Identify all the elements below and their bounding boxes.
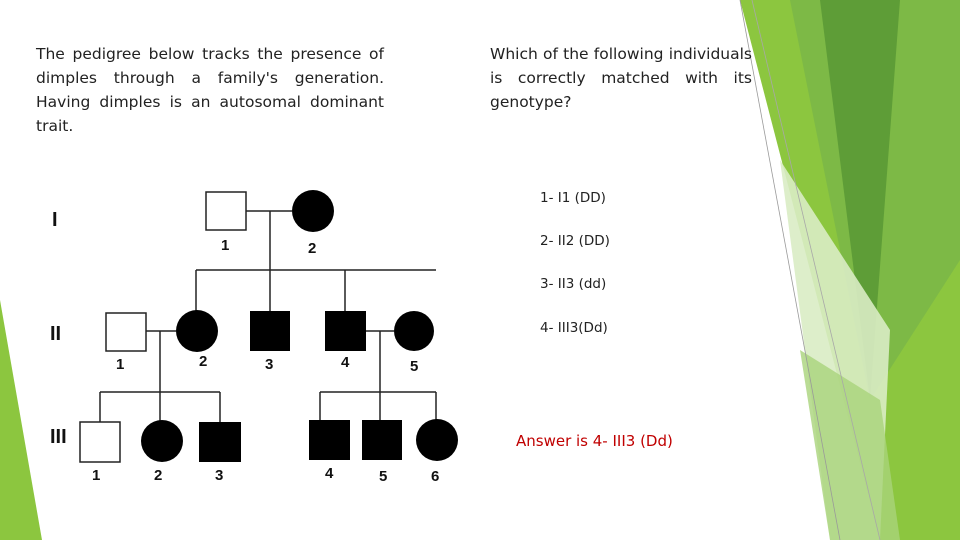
label-III3: 3 (215, 467, 224, 484)
individual-II4-affected-male (325, 311, 366, 351)
generation-label-I: I (52, 209, 58, 231)
label-II2: 2 (199, 353, 208, 370)
individual-I2-affected-female (292, 190, 334, 232)
label-II1: 1 (116, 356, 125, 373)
label-III4: 4 (325, 465, 334, 482)
label-III5: 5 (379, 468, 388, 485)
individual-II3-affected-male (250, 311, 290, 351)
individual-I1-unaffected-male (206, 192, 246, 230)
individual-III2-affected-female (141, 420, 183, 462)
individual-III6-affected-female (416, 419, 458, 461)
individual-III3-affected-male (199, 422, 241, 462)
choice-2[interactable]: 2- II2 (DD) (540, 233, 610, 249)
individual-III1-unaffected-male (80, 422, 120, 462)
choice-4[interactable]: 4- III3(Dd) (540, 320, 608, 336)
label-I2: 2 (308, 240, 317, 257)
individual-II1-unaffected-male (106, 313, 146, 351)
choice-3[interactable]: 3- II3 (dd) (540, 276, 607, 292)
individual-III4-affected-male (309, 420, 350, 460)
generation-label-II: II (50, 323, 62, 345)
label-III1: 1 (92, 467, 101, 484)
label-III6: 6 (431, 468, 440, 485)
label-II4: 4 (341, 354, 350, 371)
choice-1[interactable]: 1- I1 (DD) (540, 190, 606, 206)
individual-III5-affected-male (362, 420, 402, 460)
label-II5: 5 (410, 358, 419, 375)
answer-text: Answer is 4- III3 (Dd) (516, 432, 673, 450)
intro-text: The pedigree below tracks the presence of dimples through a family's generation. Having dimples is an autosomal dominant trait. (36, 45, 384, 135)
individual-II2-affected-female (176, 310, 218, 352)
generation-label-III: III (50, 426, 67, 448)
label-III2: 2 (154, 467, 163, 484)
label-II3: 3 (265, 356, 274, 373)
individual-II5-affected-female (394, 311, 434, 351)
label-I1: 1 (221, 237, 230, 254)
question-text: Which of the following individuals is correctly matched with its genotype? (490, 45, 752, 111)
